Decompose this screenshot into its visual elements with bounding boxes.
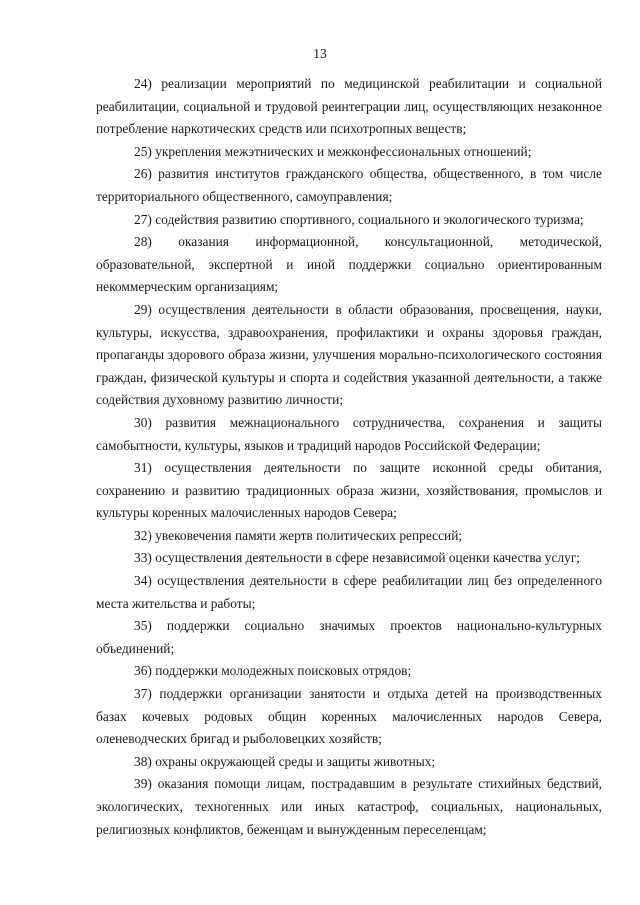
list-item-31: 31) осуществления деятельности по защите исконной среды обитания, сохранению и развитию традиционных образа жизни, хозяйствования, промыслов и культуры коренных малочисленных народов Севера; xyxy=(96,460,602,521)
list-item-25: 25) укрепления межэтнических и межконфессиональных отношений; xyxy=(134,143,532,159)
list-item-39: 39) оказания помощи лицам, пострадавшим в результате стихийных бедствий, экологических, техногенных или иных катастроф, социальных, национальных, религиозных конфликтов, беженцам и вынужденным переселенцам; xyxy=(96,776,602,837)
list-item-34: 34) осуществления деятельности в сфере реабилитации лиц без определенного места жительства и работы; xyxy=(96,573,602,611)
list-item-29: 29) осуществления деятельности в области образования, просвещения, науки, культуры, искусства, здравоохранения, профилактики и охраны здоровья граждан, пропаганды здорового образа жизни, улучшения морально-психологического состояния граждан, физической культуры и спорта и содействия указанной деятельности, а также содействия духовному развитию личности; xyxy=(96,301,602,408)
list-item-36: 36) поддержки молодежных поисковых отрядов; xyxy=(134,663,412,679)
list-item-27: 27) содействия развитию спортивного, социального и экологического туризма; xyxy=(134,211,584,227)
list-item-38: 38) охраны окружающей среды и защиты животных; xyxy=(134,753,436,769)
document-body xyxy=(96,73,602,841)
list-item-24: 24) реализации мероприятий по медицинской реабилитации и социальной реабилитации, социальной и трудовой реинтеграции лиц, осуществляющих незаконное потребление наркотических средств или психотропных веществ; xyxy=(96,76,602,137)
list-item-28: 28) оказания информационной, консультационной, методической, образовательной, экспертной и иной поддержки социально ориентированным некоммерческим организациям; xyxy=(96,234,602,295)
page-number: 13 xyxy=(313,46,327,61)
list-item-33: 33) осуществления деятельности в сфере независимой оценки качества услуг; xyxy=(134,550,581,566)
list-item-26: 26) развития институтов гражданского общества, общественного, в том числе территориального общественного, самоуправления; xyxy=(96,166,602,204)
list-item-30: 30) развития межнационального сотрудничества, сохранения и защиты самобытности, культуры, языков и традиций народов Российской Федерации; xyxy=(96,414,602,453)
list-item-37: 37) поддержки организации занятости и отдыха детей на производственных базах кочевых родовых общин коренных малочисленных народов Севера, оленеводческих бригад и рыболовецких хозяйств; xyxy=(96,686,602,747)
list-item-35: 35) поддержки социально значимых проектов национально-культурных объединений; xyxy=(96,618,602,656)
list-item-32: 32) увековечения памяти жертв политических репрессий; xyxy=(134,527,463,543)
